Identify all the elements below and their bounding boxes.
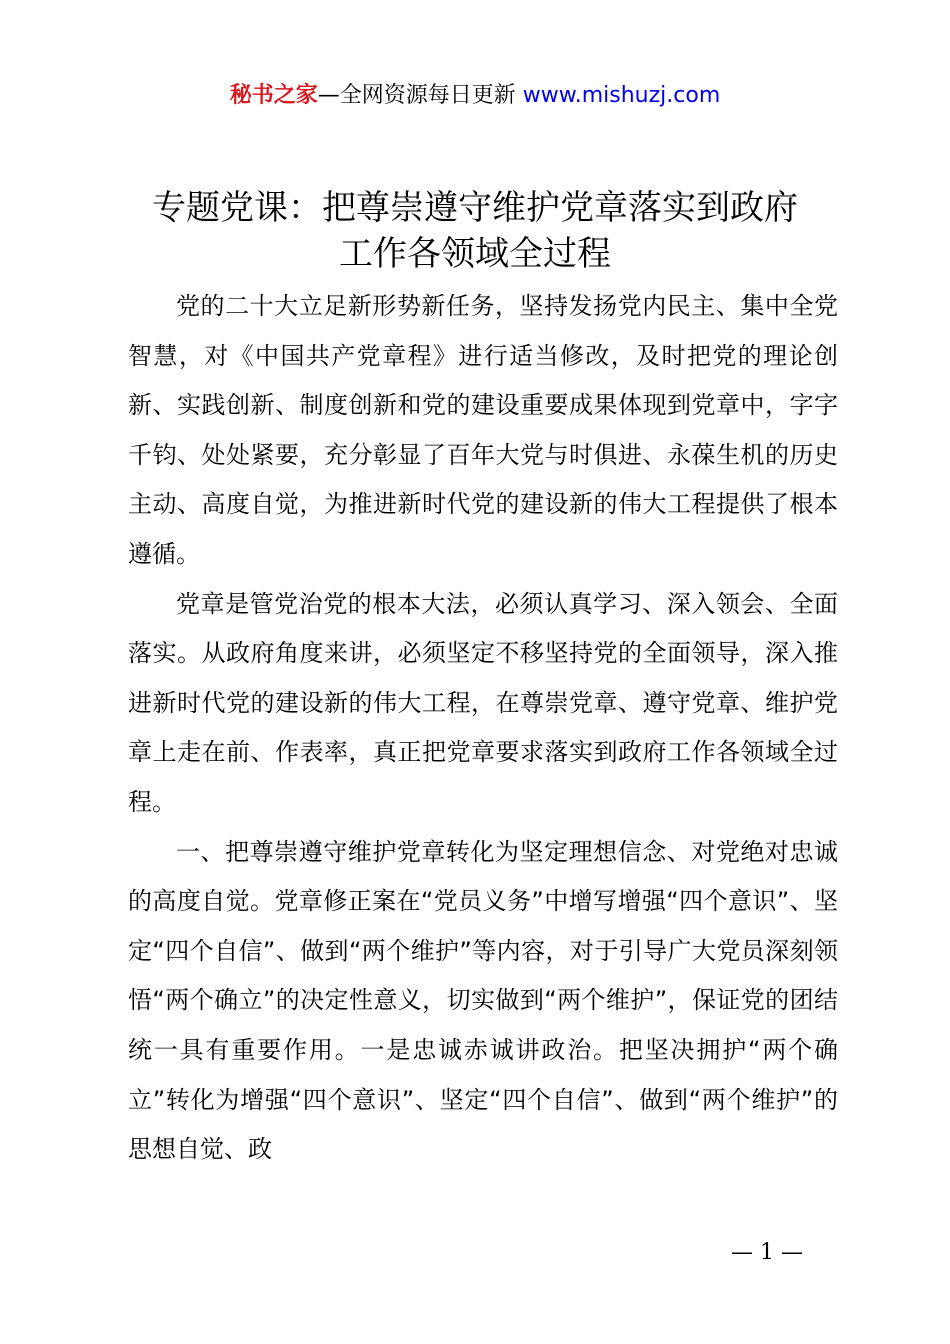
paragraph: 党章是管党治党的根本大法，必须认真学习、深入领会、全面落实。从政府角度来讲，必须坚定不移坚持党的全面领导，深入推进新时代党的建设新的伟大工程，在尊崇党章、遵守党章、维护党章上走在前、作表率，真正把党章要求落实到政府工作各领域全过程。 — [128, 589, 838, 816]
paragraph: 党的二十大立足新形势新任务，坚持发扬党内民主、集中全党智慧，对《中国共产党章程》进行适当修改，及时把党的理论创新、实践创新、制度创新和党的建设重要成果体现到党章中，字字千钧、处处紧要，充分彰显了百年大党与时俱进、永葆生机的历史主动、高度自觉，为推进新时代党的建设新的伟大工程提供了根本遵循。 — [128, 292, 838, 568]
website-link[interactable]: www.mishuzj.com — [522, 83, 721, 108]
document-title — [0, 185, 950, 277]
title-line-2: 工作各领域全过程 — [339, 234, 611, 274]
header-slogan: —全网资源每日更新 — [317, 83, 523, 108]
document-body — [128, 282, 838, 1175]
site-header — [0, 80, 950, 112]
brand-name: 秘书之家 — [229, 83, 318, 108]
page-number: — 1 — — [731, 1240, 803, 1265]
paragraph: 一、把尊崇遵守维护党章转化为坚定理想信念、对党绝对忠诚的高度自觉。党章修正案在“党员义务”中增写增强“四个意识”、坚定“四个自信”、做到“两个维护”等内容，对于引导广大党员深刻领悟“两个确立”的决定性意义，切实做到“两个维护”，保证党的团结统一具有重要作用。一是忠诚赤诚讲政治。把坚决拥护“两个确立”转化为增强“四个意识”、坚定“四个自信”、做到“两个维护”的思想自觉、政 — [128, 837, 838, 1164]
title-line-1: 专题党课：把尊崇遵守维护党章落实到政府 — [152, 188, 798, 228]
